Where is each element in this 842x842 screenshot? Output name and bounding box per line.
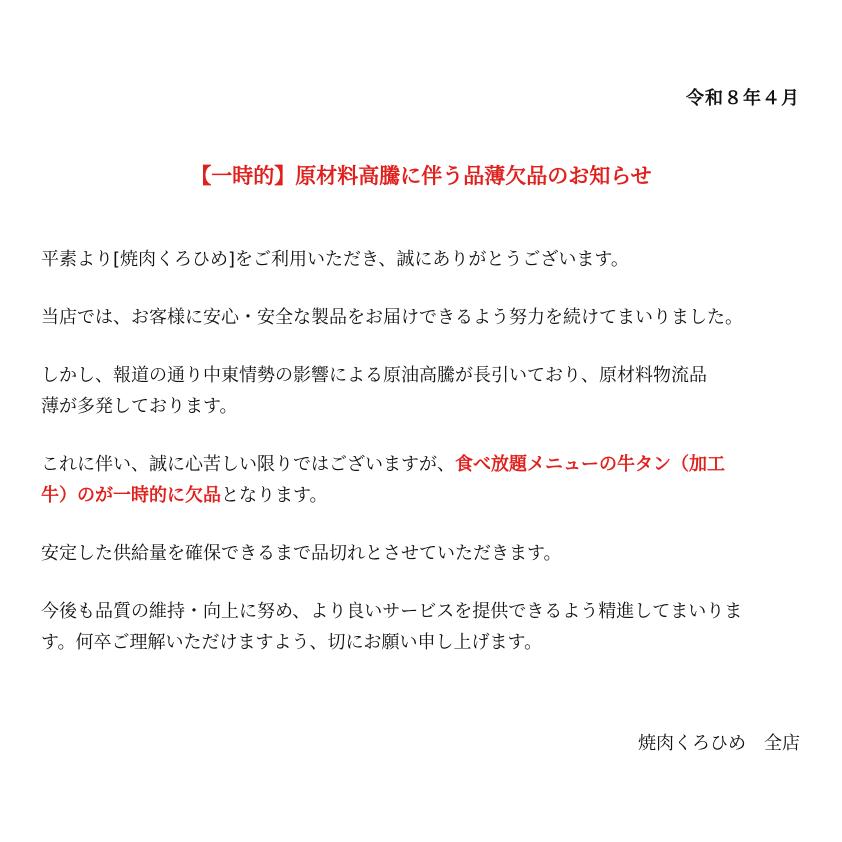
paragraph-greeting: 平素より[焼肉くろひめ]をご利用いただき、誠にありがとうございます。 bbox=[41, 249, 629, 270]
paragraph-shortage-line-2 bbox=[41, 480, 811, 511]
notice-date: 令和８年４月 bbox=[686, 88, 800, 109]
paragraph-effort: 当店では、お客様に安心・安全な製品をお届けできるよう努力を続けてまいりました。 bbox=[41, 307, 743, 328]
paragraph-closing bbox=[41, 596, 811, 658]
paragraph-situation-line-2: 薄が多発しております。 bbox=[41, 396, 238, 417]
paragraph-closing-line-2: す。何卒ご理解いただけますよう、切にお願い申し上げます。 bbox=[41, 632, 543, 653]
notice-body bbox=[41, 244, 811, 685]
paragraph-situation bbox=[41, 360, 811, 422]
paragraph-shortage-line-1 bbox=[41, 449, 811, 480]
shortage-highlight-text-1: 食べ放題メニューの牛タン（加工 bbox=[455, 454, 725, 475]
paragraph-closing-line-1: 今後も品質の維持・向上に努め、より良いサービスを提供できるよう精進してまいりま bbox=[41, 601, 743, 622]
notice-title: 【一時的】原材料高騰に伴う品薄欠品のお知らせ bbox=[190, 164, 652, 188]
paragraph-situation-line-1: しかし、報道の通り中東情勢の影響による原油高騰が長引いており、原材料物流品 bbox=[41, 365, 707, 386]
paragraph-shortage bbox=[41, 449, 811, 511]
paragraph-supply: 安定した供給量を確保できるまで品切れとさせていただきます。 bbox=[41, 543, 562, 564]
shortage-highlight-text-2: 牛）のが一時的に欠品 bbox=[41, 485, 221, 506]
shortage-outro-text: となります。 bbox=[221, 485, 328, 506]
notice-signature: 焼肉くろひめ 全店 bbox=[638, 733, 800, 754]
shortage-intro-text: これに伴い、誠に心苦しい限りではございますが、 bbox=[41, 454, 455, 475]
